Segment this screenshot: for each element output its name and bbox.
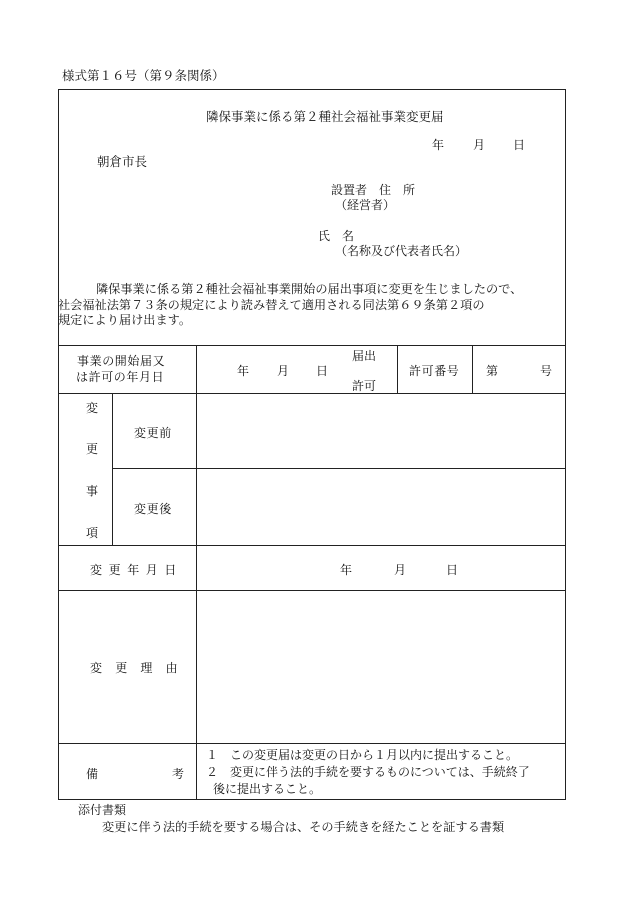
attachments-text: 変更に伴う法的手続を要する場合は、その手続きを経たことを証する書類: [102, 820, 505, 834]
name-label: 氏 名: [318, 229, 355, 243]
body-line-1: 隣保事業に係る第２種社会福祉事業開始の届出事項に変更を生じましたので、: [96, 282, 523, 296]
permit-number-suffix: 号: [540, 364, 553, 378]
reason-field[interactable]: [197, 591, 565, 742]
notified-label: 届出: [352, 349, 377, 363]
remark-2: ２ 変更に伴う法的手続を要するものについては、手続終了: [206, 765, 530, 779]
remarks-label-right: 考: [172, 767, 185, 781]
remarks-label-left: 備: [86, 767, 99, 781]
date-month: 月: [473, 138, 486, 152]
before-field[interactable]: [197, 394, 565, 467]
changes-label-3: 事: [86, 484, 99, 498]
changes-label-1: 変: [86, 401, 99, 415]
name-note: （名称及び代表者氏名）: [335, 244, 468, 258]
attachments-heading: 添付書類: [78, 803, 127, 817]
start-date-label-1: 事業の開始届又: [77, 354, 166, 368]
operator-label: （経営者）: [335, 198, 396, 212]
start-month: 月: [277, 364, 290, 378]
after-field[interactable]: [197, 469, 565, 544]
change-year: 年: [340, 563, 353, 577]
permitted-label: 許可: [352, 379, 377, 393]
body-text: [58, 282, 564, 329]
after-label: 変更後: [134, 502, 172, 516]
before-label: 変更前: [134, 426, 172, 440]
change-date-label: 変更年月日: [90, 563, 184, 577]
change-day: 日: [446, 563, 459, 577]
changes-label-4: 項: [86, 526, 99, 540]
date-day: 日: [513, 138, 526, 152]
date-year: 年: [432, 138, 445, 152]
start-year: 年: [237, 364, 250, 378]
form-title: 隣保事業に係る第２種社会福祉事業変更届: [206, 109, 444, 124]
permit-number-prefix: 第: [486, 364, 499, 378]
form-number: 様式第１６号（第９条関係）: [62, 68, 225, 83]
address-label: 設置者 住 所: [331, 183, 416, 197]
body-line-2: 社会福祉法第７３条の規定により読み替えて適用される同法第６９条第２項の: [58, 297, 485, 312]
body-line-3: 規定により届け出ます。: [58, 313, 192, 328]
permit-number-label: 許可番号: [409, 364, 460, 378]
reason-label: 変更理由: [90, 661, 191, 675]
start-day: 日: [316, 364, 329, 378]
remark-3: 後に提出すること。: [213, 782, 322, 796]
change-month: 月: [394, 563, 407, 577]
changes-label-2: 更: [86, 442, 99, 456]
addressee: 朝倉市長: [97, 154, 148, 169]
start-date-label-2: は許可の年月日: [76, 370, 165, 384]
remark-1: １ この変更届は変更の日から１月以内に提出すること。: [206, 748, 519, 762]
